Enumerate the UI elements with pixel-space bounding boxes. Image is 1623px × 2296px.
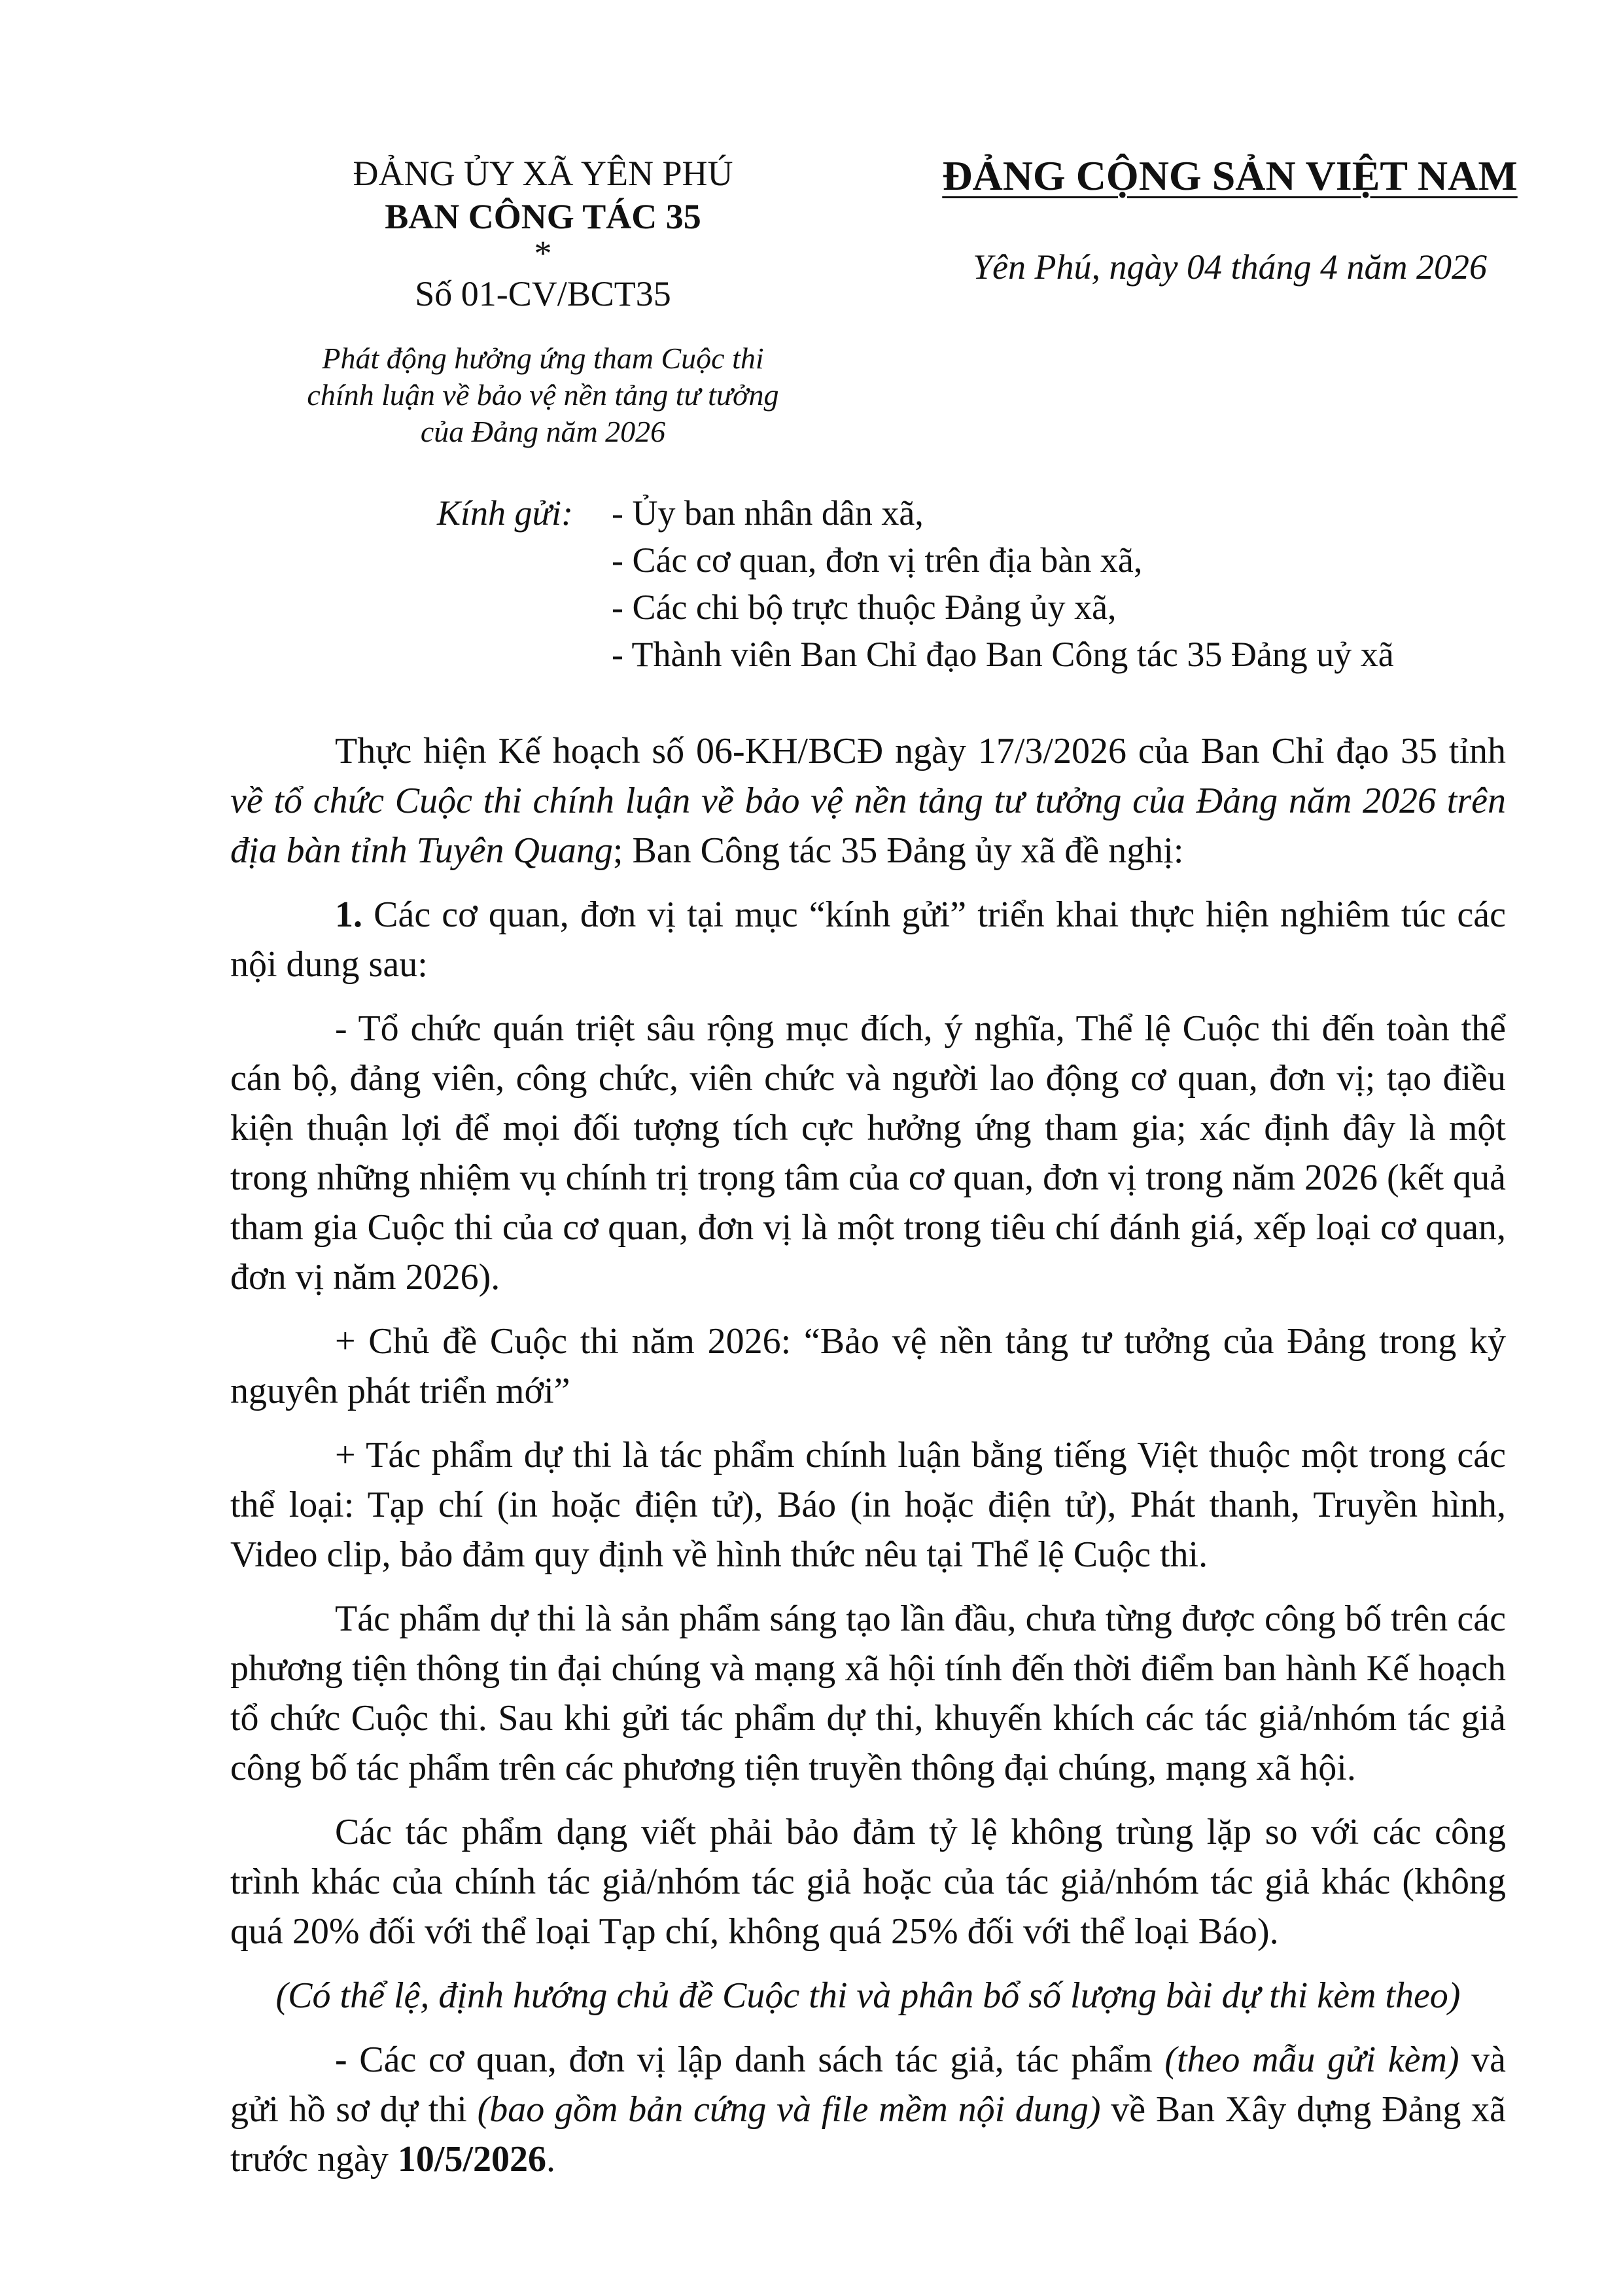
party-committee-name: ĐẢNG ỦY XÃ YÊN PHÚ: [353, 154, 733, 193]
plagiarism-paragraph: Các tác phẩm dạng viết phải bảo đảm tỷ lệ không trùng lặp so với các công trình khác của chính tác giả/nhóm tác giả hoặc của tác giả/nhóm tác giả khác (không quá 20% đối với thể loại Tạp chí, không quá 25% đối với thể loại Báo).: [230, 1812, 1506, 1952]
deadline-date: 10/5/2026: [397, 2139, 547, 2180]
submission-paragraph: [230, 2035, 1506, 2184]
document-subject: [249, 340, 837, 450]
committee-name: BAN CÔNG TÁC 35: [385, 197, 701, 236]
intro-text: Thực hiện Kế hoạch số 06-KH/BCĐ ngày 17/3/2026 của Ban Chỉ đạo 35 tỉnh: [335, 731, 1506, 771]
recipient-item: - Thành viên Ban Chỉ đạo Ban Công tác 35 Đảng uỷ xã: [612, 635, 1394, 674]
plan-title-italic: về tổ chức Cuộc thi chính luận về bảo vệ nền tảng tư tưởng của Đảng năm 2026 trên địa bàn tỉnh Tuyên Quang: [230, 781, 1506, 871]
template-note: (theo mẫu gửi kèm): [1164, 2040, 1459, 2080]
party-national-title: ĐẢNG CỘNG SẢN VIỆT NAM: [942, 152, 1518, 199]
intro-paragraph: [230, 726, 1506, 875]
bullet-paragraph: - Tổ chức quán triệt sâu rộng mục đích, ý nghĩa, Thể lệ Cuộc thi đến toàn thể cán bộ, đảng viên, công chức, viên chức và người lao động cơ quan, đơn vị; tạo điều kiện thuận lợi để mọi đối tượng tích cực hưởng ứng tham gia; xác định đây là một trong những nhiệm vụ chính trị trọng tâm của cơ quan, đơn vị trong năm 2026 (kết quả tham gia Cuộc thi của cơ quan, đơn vị là một trong tiêu chí đánh giá, xếp loại cơ quan, đơn vị năm 2026).: [230, 1008, 1506, 1298]
recipients-list: [612, 489, 1394, 678]
recipients-label: Kính gửi:: [437, 493, 573, 533]
item-text: Các cơ quan, đơn vị tại mục “kính gửi” triển khai thực hiện nghiêm túc các nội dung sau:: [230, 894, 1506, 985]
subject-line: của Đảng năm 2026: [420, 415, 666, 448]
submission-text: và gửi hồ sơ dự thi: [230, 2040, 1507, 2130]
item-number: 1.: [335, 894, 362, 935]
document-number: Số 01-CV/BCT35: [415, 274, 671, 313]
recipient-item: - Ủy ban nhân dân xã,: [612, 493, 924, 533]
date-line: Yên Phú, ngày 04 tháng 4 năm 2026: [973, 247, 1487, 287]
issuing-org-block: [249, 152, 837, 315]
theme-paragraph: + Chủ đề Cuộc thi năm 2026: “Bảo vệ nền tảng tư tưởng của Đảng trong kỷ nguyên phát triển mới”: [230, 1321, 1506, 1411]
document-body: [230, 726, 1506, 2199]
attachment-note: (Có thể lệ, định hướng chủ đề Cuộc thi và phân bổ số lượng bài dự thi kèm theo): [275, 1975, 1461, 2016]
intro-text-end: ; Ban Công tác 35 Đảng ủy xã đề nghị:: [612, 830, 1184, 871]
recipient-item: - Các chi bộ trực thuộc Đảng ủy xã,: [612, 588, 1117, 627]
submission-text: về Ban Xây dựng Đảng xã trước ngày: [230, 2089, 1506, 2180]
item-1-paragraph: [230, 890, 1506, 989]
submission-text: Các cơ quan, đơn vị lập danh sách tác giả, tác phẩm: [359, 2040, 1165, 2080]
genre-paragraph: + Tác phẩm dự thi là tác phẩm chính luận bằng tiếng Việt thuộc một trong các thể loại: Tạp chí (in hoặc điện tử), Báo (in hoặc điện tử), Phát thanh, Truyền hình, Video clip, bảo đảm quy định về hình thức nêu tại Thể lệ Cuộc thi.: [230, 1435, 1506, 1575]
originality-paragraph: Tác phẩm dự thi là sản phẩm sáng tạo lần đầu, chưa từng được công bố trên các phương tiện thông tin đại chúng và mạng xã hội tính đến thời điểm ban hành Kế hoạch tổ chức Cuộc thi. Sau khi gửi tác phẩm dự thi, khuyến khích các tác giả/nhóm tác giả công bố tác phẩm trên các phương tiện truyền thông đại chúng, mạng xã hội.: [230, 1598, 1506, 1788]
subject-line: chính luận về bảo vệ nền tảng tư tưởng: [307, 378, 779, 412]
period: .: [546, 2139, 556, 2180]
subject-line: Phát động hưởng ứng tham Cuộc thi: [322, 342, 764, 375]
dash-marker: -: [335, 2040, 360, 2080]
recipient-item: - Các cơ quan, đơn vị trên địa bàn xã,: [612, 540, 1143, 580]
separator-star: *: [534, 234, 552, 273]
dossier-note: (bao gồm bản cứng và file mềm nội dung): [477, 2089, 1101, 2130]
